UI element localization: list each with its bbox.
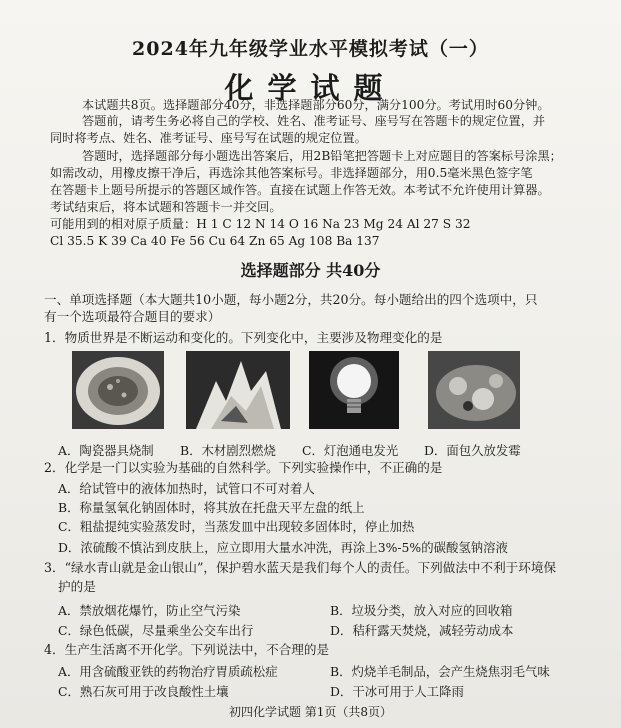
q2-option-d: D．浓硫酸不慎沾到皮肤上，应立即用大量水冲洗，再涂上3%-5%的碳酸氢钠溶液: [58, 540, 508, 555]
lightbulb-photo: [309, 351, 399, 429]
question-3-stem: 3．“绿水青山就是金山银山”，保护碧水蓝天是我们每个人的责任。下列做法中不利于环境保: [44, 560, 557, 575]
moldy-bread-photo: [428, 351, 520, 429]
ceramic-photo: [72, 351, 164, 429]
subject-title: 化学试题: [224, 71, 397, 105]
part-title: 一、单项选择题（本大题共10小题，每小题2分，共20分。每小题给出的四个选项中，只: [44, 292, 538, 307]
q3-option-d: D．秸秆露天焚烧，减轻劳动成本: [330, 623, 514, 638]
question-2-stem: 2．化学是一门以实验为基础的自然科学。下列实验操作中，不正确的是: [44, 460, 443, 475]
q3-option-a: A．禁放烟花爆竹，防止空气污染: [58, 603, 241, 618]
question-3-stem-cont: 护的是: [58, 579, 96, 594]
question-4-stem: 4．生产生活离不开化学。下列说法中，不合理的是: [44, 642, 330, 657]
q4-option-b: B．灼烧羊毛制品，会产生烧焦羽毛气味: [330, 664, 550, 679]
q2-option-c: C．粗盐提纯实验蒸发时，当蒸发皿中出现较多固体时，停止加热: [58, 519, 415, 534]
q4-option-d: D．干冰可用于人工降雨: [330, 684, 464, 699]
section-title: 选择题部分 共40分: [240, 261, 381, 280]
q3-option-b: B．垃圾分类，放入对应的回收箱: [330, 603, 513, 618]
part-title-cont: 有一个选项最符合题目的要求）: [44, 309, 221, 324]
q1-option-a: A．陶瓷器具烧制: [58, 443, 154, 458]
fire-photo: [186, 351, 290, 429]
instruction-line: 在答题卡上题号所提示的答题区域作答。直接在试题上作答无效。本考试不允许使用计算器。: [50, 183, 550, 197]
atomic-mass-line: Cl 35.5 K 39 Ca 40 Fe 56 Cu 64 Zn 65 Ag 108 Ba 137: [50, 234, 380, 248]
q1-option-c: C．灯泡通电发光: [302, 443, 399, 458]
q1-option-d: D．面包久放发霉: [424, 443, 521, 458]
instruction-line: 同时将考点、姓名、准考证号、座号写在试题的规定位置。: [50, 131, 367, 145]
atomic-mass-line: 可能用到的相对原子质量：H 1 C 12 N 14 O 16 Na 23 Mg 24 Al 27 S 32: [50, 217, 471, 231]
q4-option-a: A．用含硫酸亚铁的药物治疗胃质疏松症: [58, 664, 278, 679]
instruction-line: 答题时，选择题部分每小题选出答案后，用2B铅笔把答题卡上对应题目的答案标号涂黑；: [82, 149, 562, 163]
instruction-line: 答题前，请考生务必将自己的学校、姓名、准考证号、座号写在答题卡的规定位置，并: [82, 114, 546, 128]
page-footer: 初四化学试题 第1页（共8页）: [228, 705, 393, 719]
question-1-stem: 1．物质世界是不断运动和变化的。下列变化中，主要涉及物理变化的是: [44, 330, 443, 345]
q3-option-c: C．绿色低碳，尽量乘坐公交车出行: [58, 623, 254, 638]
instruction-line: 如需改动，用橡皮擦干净后，再选涂其他答案标号。非选择题部分，用0.5毫米黑色签字笔: [50, 166, 533, 180]
exam-title: 2024年九年级学业水平模拟考试（一）: [132, 38, 489, 60]
instruction-line: 考试结束后，将本试题和答题卡一并交回。: [50, 200, 282, 214]
instruction-line: 本试题共8页。选择题部分40分，非选择题部分60分，满分100分。考试用时60分钟。: [82, 98, 550, 112]
q4-option-c: C．熟石灰可用于改良酸性土壤: [58, 684, 229, 699]
q1-option-b: B．木材剧烈燃烧: [180, 443, 276, 458]
q2-option-a: A．给试管中的液体加热时，试管口不可对着人: [58, 481, 315, 496]
q2-option-b: B．称量氢氧化钠固体时，将其放在托盘天平左盘的纸上: [58, 500, 365, 515]
